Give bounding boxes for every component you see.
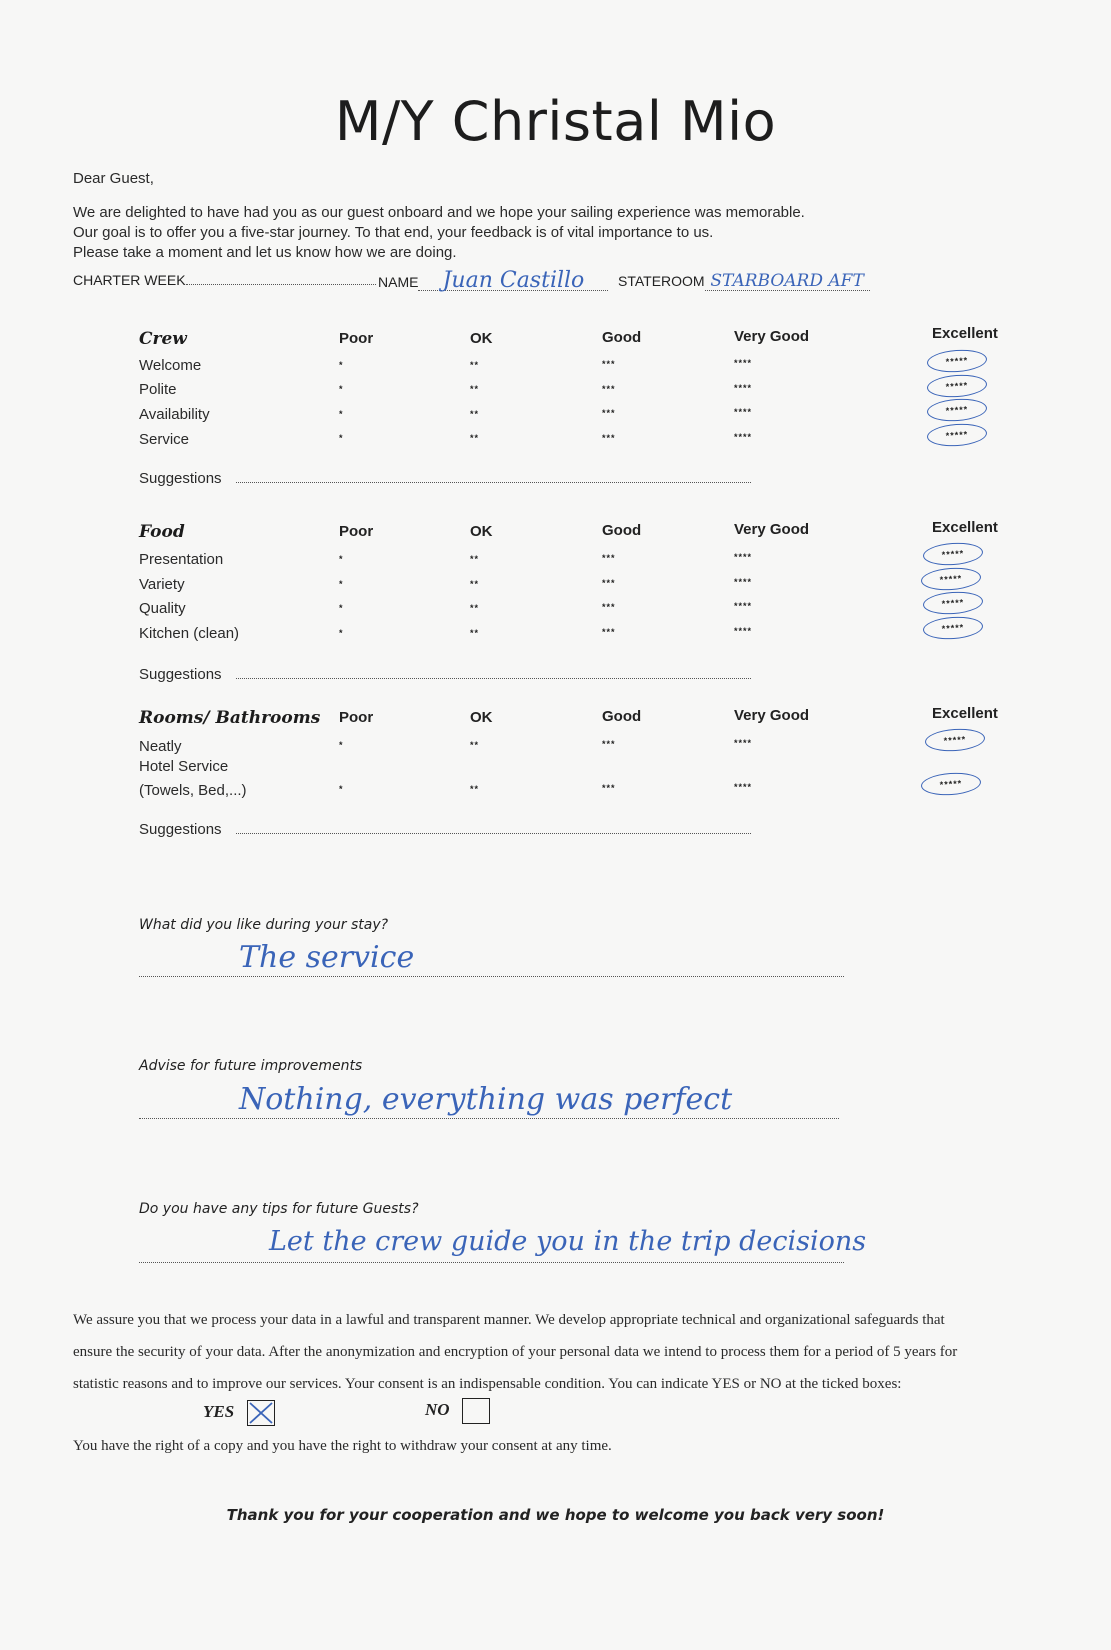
rating-option-excellent-selected[interactable]: *****	[922, 615, 983, 641]
column-good: Good	[602, 522, 642, 539]
charter-week-label: CHARTER WEEK	[73, 272, 186, 288]
answer-text: The service	[239, 940, 415, 975]
rating-row-label: Polite	[139, 381, 177, 398]
rating-option-ok[interactable]: **	[470, 384, 480, 394]
rating-option-poor[interactable]: *	[339, 784, 344, 794]
rating-option-ok[interactable]: **	[470, 628, 480, 638]
yes-checkbox[interactable]	[247, 1400, 275, 1426]
suggestions-label: Suggestions	[139, 470, 222, 487]
suggestions-label: Suggestions	[139, 666, 222, 683]
stateroom-input[interactable]: STARBOARD AFT	[705, 272, 870, 291]
name-input[interactable]: Juan Castillo	[418, 272, 608, 291]
suggestions-input[interactable]	[236, 678, 751, 679]
rating-option-good[interactable]: ***	[602, 739, 616, 749]
rating-row-label: Presentation	[139, 551, 224, 568]
page-title: M/Y Christal Mio	[334, 90, 777, 153]
rating-row-label: Availability	[139, 406, 210, 423]
rating-option-poor[interactable]: *	[339, 384, 344, 394]
consent-line-1: We assure you that we process your data in a lawful and transparent manner. We develop appropriate technical and organizational safeguards that	[73, 1312, 945, 1328]
rating-option-poor[interactable]: *	[339, 433, 344, 443]
name-label: NAME	[378, 274, 419, 290]
column-ok: OK	[470, 330, 493, 347]
answer-field[interactable]	[139, 940, 844, 977]
answer-field[interactable]	[139, 1226, 867, 1263]
suggestions-field[interactable]	[139, 470, 751, 487]
rating-option-good[interactable]: ***	[602, 433, 616, 443]
rating-option-good[interactable]: ***	[602, 578, 616, 588]
rating-option-poor[interactable]: *	[339, 603, 344, 613]
rating-option-very-good[interactable]: ****	[734, 407, 753, 417]
rating-option-excellent-selected[interactable]: *****	[926, 373, 987, 399]
stateroom-field[interactable]	[618, 272, 870, 291]
column-poor: Poor	[339, 330, 374, 347]
rating-option-good[interactable]: ***	[602, 602, 616, 612]
column-very-good: Very Good	[734, 521, 810, 538]
rating-option-good[interactable]: ***	[602, 359, 616, 369]
question-label: Advise for future improvements	[139, 1058, 363, 1074]
rating-row-label-continued: (Towels, Bed,...)	[139, 782, 247, 799]
rating-option-good[interactable]: ***	[602, 553, 616, 563]
rating-option-ok[interactable]: **	[470, 784, 480, 794]
column-good: Good	[602, 329, 642, 346]
suggestions-input[interactable]	[236, 833, 751, 834]
rating-option-excellent-selected[interactable]: *****	[924, 727, 985, 753]
rating-option-very-good[interactable]: ****	[734, 552, 753, 562]
rating-option-very-good[interactable]: ****	[734, 782, 753, 792]
rating-option-excellent-selected[interactable]: *****	[920, 771, 981, 797]
rating-option-very-good[interactable]: ****	[734, 383, 753, 393]
section-title: Rooms/ Bathrooms	[139, 708, 321, 728]
rating-option-good[interactable]: ***	[602, 627, 616, 637]
rating-option-poor[interactable]: *	[339, 554, 344, 564]
rating-option-excellent-selected[interactable]: *****	[922, 590, 983, 616]
rating-option-good[interactable]: ***	[602, 783, 616, 793]
checked-cross-icon	[248, 1401, 274, 1425]
question-label: Do you have any tips for future Guests?	[139, 1201, 419, 1217]
intro-line-1: We are delighted to have had you as our guest onboard and we hope your sailing experience was memorable.	[73, 204, 805, 221]
intro-line-3: Please take a moment and let us know how we are doing.	[73, 244, 457, 261]
section-title: Food	[139, 522, 185, 542]
closing-message: Thank you for your cooperation and we hope to welcome you back very soon!	[226, 1506, 885, 1524]
rating-option-very-good[interactable]: ****	[734, 738, 753, 748]
suggestions-field[interactable]	[139, 666, 751, 683]
answer-text: Let the crew guide you in the trip decisions	[269, 1226, 867, 1257]
rating-row-label: Variety	[139, 576, 185, 593]
intro-line-2: Our goal is to offer you a five-star journey. To that end, your feedback is of vital importance to us.	[73, 224, 714, 241]
suggestions-label: Suggestions	[139, 821, 222, 838]
column-excellent: Excellent	[932, 705, 998, 722]
rating-option-poor[interactable]: *	[339, 579, 344, 589]
stateroom-label: STATEROOM	[618, 273, 705, 289]
rating-row-label: Kitchen (clean)	[139, 625, 240, 642]
rating-option-good[interactable]: ***	[602, 408, 616, 418]
rating-option-very-good[interactable]: ****	[734, 358, 753, 368]
suggestions-field[interactable]	[139, 821, 751, 838]
column-very-good: Very Good	[734, 707, 810, 724]
rating-option-excellent-selected[interactable]: *****	[926, 348, 987, 374]
question-label: What did you like during your stay?	[139, 917, 389, 933]
rating-option-excellent-selected[interactable]: *****	[920, 566, 981, 592]
rating-option-excellent-selected[interactable]: *****	[926, 422, 987, 448]
rating-option-ok[interactable]: **	[470, 579, 480, 589]
no-checkbox[interactable]	[462, 1398, 490, 1424]
rating-option-excellent-selected[interactable]: *****	[922, 541, 983, 567]
rating-row-label: Hotel Service	[139, 758, 229, 775]
column-good: Good	[602, 708, 642, 725]
yes-label: YES	[203, 1402, 235, 1421]
name-field[interactable]	[378, 268, 608, 293]
rating-option-ok[interactable]: **	[470, 433, 480, 443]
suggestions-input[interactable]	[236, 482, 751, 483]
greeting: Dear Guest,	[73, 170, 154, 187]
column-ok: OK	[470, 709, 493, 726]
rating-option-poor[interactable]: *	[339, 740, 344, 750]
rating-option-very-good[interactable]: ****	[734, 577, 753, 587]
consent-line-3: statistic reasons and to improve our services. Your consent is an indispensable condition. You can indicate YES or NO at the ticked boxes:	[73, 1376, 902, 1392]
rating-option-good[interactable]: ***	[602, 384, 616, 394]
section-title: Crew	[139, 329, 187, 349]
column-excellent: Excellent	[932, 519, 998, 536]
column-poor: Poor	[339, 709, 374, 726]
column-very-good: Very Good	[734, 328, 810, 345]
rights-statement: You have the right of a copy and you have the right to withdraw your consent at any time.	[73, 1438, 612, 1454]
rating-option-very-good[interactable]: ****	[734, 432, 753, 442]
rating-option-ok[interactable]: **	[470, 409, 480, 419]
column-poor: Poor	[339, 523, 374, 540]
rating-row-label: Neatly	[139, 738, 182, 755]
answer-text: Nothing, everything was perfect	[239, 1082, 733, 1117]
rating-row-label: Service	[139, 431, 190, 448]
consent-line-2: ensure the security of your data. After the anonymization and encryption of your personal data we intend to process them for a period of 5 years for	[73, 1344, 958, 1360]
charter-week-input[interactable]	[186, 284, 376, 285]
answer-field[interactable]	[139, 1082, 839, 1119]
rating-option-ok[interactable]: **	[470, 554, 480, 564]
rating-option-poor[interactable]: *	[339, 409, 344, 419]
rating-option-ok[interactable]: **	[470, 360, 480, 370]
rating-option-very-good[interactable]: ****	[734, 626, 753, 636]
rating-row-label: Quality	[139, 600, 186, 617]
rating-option-excellent-selected[interactable]: *****	[926, 397, 987, 423]
rating-row-label: Welcome	[139, 357, 202, 374]
column-excellent: Excellent	[932, 325, 998, 342]
column-ok: OK	[470, 523, 493, 540]
rating-option-very-good[interactable]: ****	[734, 601, 753, 611]
rating-option-poor[interactable]: *	[339, 628, 344, 638]
charter-week-field[interactable]	[73, 272, 376, 288]
no-label: NO	[425, 1400, 450, 1419]
rating-option-ok[interactable]: **	[470, 740, 480, 750]
rating-option-ok[interactable]: **	[470, 603, 480, 613]
rating-option-poor[interactable]: *	[339, 360, 344, 370]
